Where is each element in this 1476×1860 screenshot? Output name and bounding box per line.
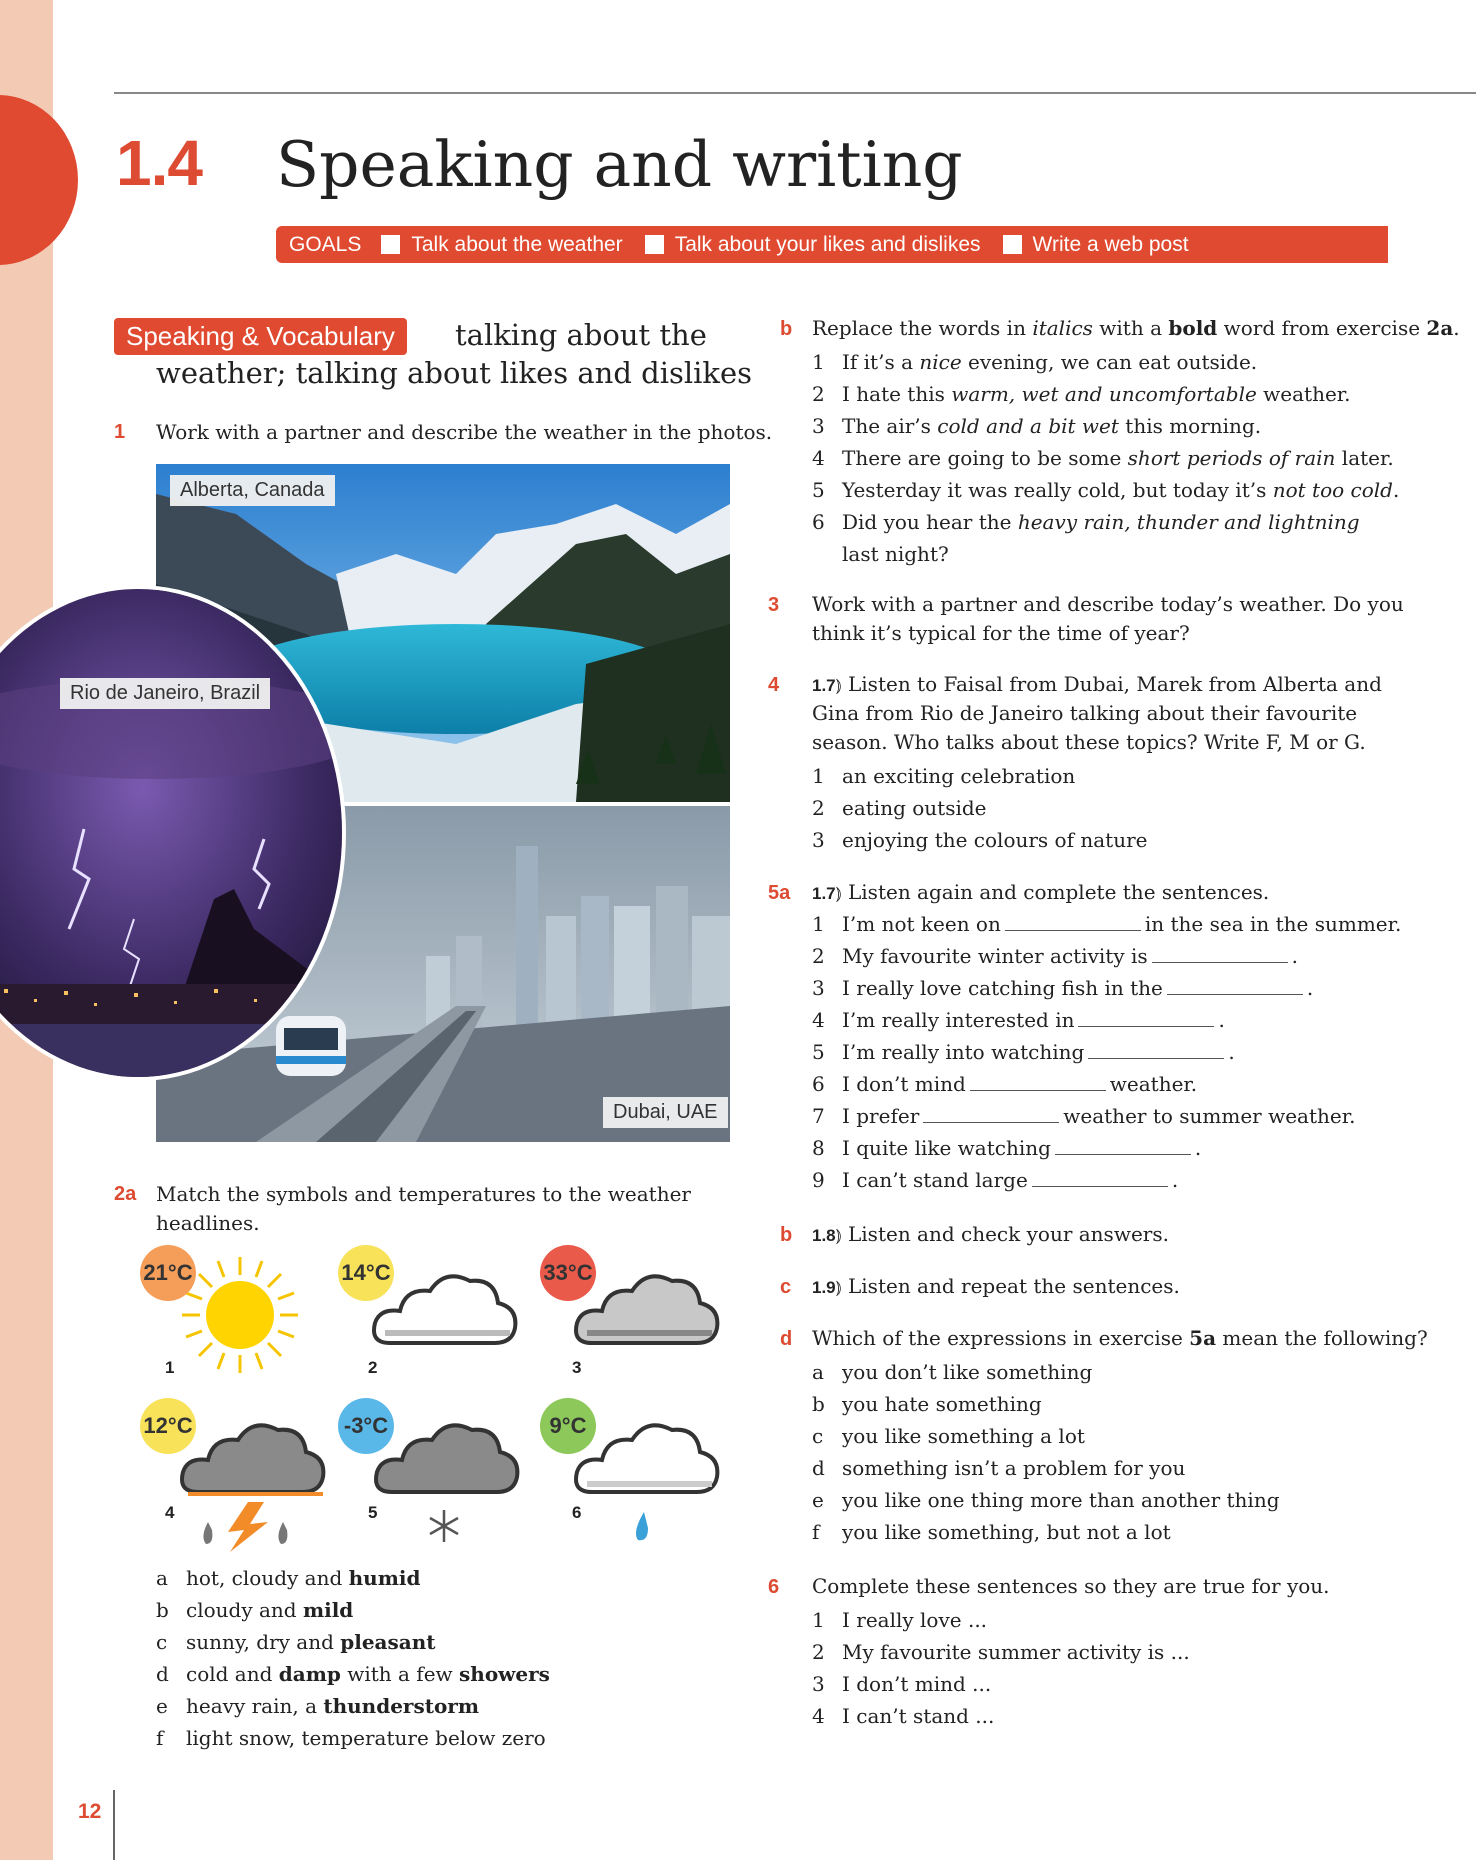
exercise-6-list xyxy=(812,1608,1190,1736)
list-item: f you like something, but not a lot xyxy=(812,1520,1171,1544)
thunderstorm-icon xyxy=(178,1412,328,1552)
audio-icon: ⦆ xyxy=(835,1225,842,1246)
weather-symbol-5[interactable] xyxy=(338,1398,528,1553)
audio-track: 1.7 xyxy=(812,676,836,695)
exercise-number: c xyxy=(780,1276,792,1298)
answer-blank[interactable] xyxy=(1152,945,1288,963)
list-item: 4 I can’t stand ... xyxy=(812,1704,995,1728)
exercise-3-line1: Work with a partner and describe today’s weather. Do you xyxy=(812,592,1404,616)
goal-item[interactable]: Talk about your likes and dislikes xyxy=(645,233,981,257)
temperature-badge: 12°C xyxy=(140,1398,196,1454)
list-item: c sunny, dry and pleasant xyxy=(156,1630,436,1654)
list-item: b cloudy and mild xyxy=(156,1598,354,1622)
list-item: 9 I can’t stand large . xyxy=(812,1168,1179,1192)
exercise-5d-instruction: Which of the expressions in exercise 5a mean the following? xyxy=(812,1326,1428,1350)
photo-caption: Alberta, Canada xyxy=(170,475,335,506)
list-item: 1 If it’s a nice evening, we can eat outside. xyxy=(812,350,1258,374)
headlines-list xyxy=(156,1566,550,1758)
exercise-4-line1: 1.7⦆ Listen to Faisal from Dubai, Marek from Alberta and xyxy=(812,672,1382,696)
temperature-badge: 14°C xyxy=(338,1245,394,1301)
weather-symbol-4[interactable] xyxy=(140,1398,330,1553)
list-item: 6 I don’t mind weather. xyxy=(812,1072,1198,1096)
weather-symbol-3[interactable] xyxy=(540,1245,730,1380)
audio-icon: ⦆ xyxy=(835,675,842,696)
section-title-line1: talking about the xyxy=(455,318,707,352)
audio-track: 1.7 xyxy=(812,884,836,903)
list-item: c you like something a lot xyxy=(812,1424,1085,1448)
exercise-2b-list xyxy=(812,350,1399,574)
list-item: 7 I prefer weather to summer weather. xyxy=(812,1104,1356,1128)
audio-track: 1.9 xyxy=(812,1278,836,1297)
answer-blank[interactable] xyxy=(1055,1137,1191,1155)
exercise-2a-line1: Match the symbols and temperatures to the weather xyxy=(156,1182,691,1206)
list-item: d cold and damp with a few showers xyxy=(156,1662,550,1686)
page-number: 12 xyxy=(78,1800,102,1823)
answer-blank[interactable] xyxy=(923,1105,1059,1123)
symbol-number: 3 xyxy=(572,1358,582,1377)
exercise-number: 3 xyxy=(768,594,780,616)
list-item: 2 My favourite summer activity is ... xyxy=(812,1640,1190,1664)
exercise-number: 5a xyxy=(768,882,791,904)
list-item: 3 I don’t mind ... xyxy=(812,1672,992,1696)
exercise-5a-list xyxy=(812,912,1401,1200)
weather-symbol-6[interactable] xyxy=(540,1398,730,1553)
exercise-4-line2: Gina from Rio de Janeiro talking about their favourite xyxy=(812,701,1358,725)
exercise-5a-instruction: 1.7⦆ Listen again and complete the sentences. xyxy=(812,880,1270,904)
list-item: d something isn’t a problem for you xyxy=(812,1456,1186,1480)
audio-track: 1.8 xyxy=(812,1226,836,1245)
audio-icon: ⦆ xyxy=(835,1277,842,1298)
list-item: 2 My favourite winter activity is . xyxy=(812,944,1299,968)
list-item: e heavy rain, a thunderstorm xyxy=(156,1694,480,1718)
exercise-3-line2: think it’s typical for the time of year? xyxy=(812,621,1190,645)
exercise-number: 1 xyxy=(114,421,126,443)
photo-caption: Rio de Janeiro, Brazil xyxy=(60,678,270,709)
section-tag: Speaking & Vocabulary xyxy=(114,318,407,355)
list-item: 4 I’m really interested in . xyxy=(812,1008,1225,1032)
exercise-6-instruction: Complete these sentences so they are true for you. xyxy=(812,1574,1330,1598)
temperature-badge: 21°C xyxy=(140,1245,196,1301)
list-item: 6 Did you hear the heavy rain, thunder and lightning xyxy=(812,510,1360,534)
unit-number: 1.4 xyxy=(116,127,202,199)
checkbox-icon[interactable] xyxy=(1003,235,1022,254)
list-item: 3 enjoying the colours of nature xyxy=(812,828,1148,852)
list-item: a hot, cloudy and humid xyxy=(156,1566,421,1590)
goals-label: GOALS xyxy=(289,232,362,256)
list-item: f light snow, temperature below zero xyxy=(156,1726,546,1750)
list-item: 1 I really love ... xyxy=(812,1608,988,1632)
top-rule xyxy=(114,92,1476,94)
exercise-4-list xyxy=(812,764,1147,860)
page-title: Speaking and writing xyxy=(276,128,963,201)
exercise-number: 2a xyxy=(114,1183,137,1205)
list-item: 2 eating outside xyxy=(812,796,987,820)
answer-blank[interactable] xyxy=(1088,1041,1224,1059)
list-item: last night? xyxy=(842,542,949,566)
answer-blank[interactable] xyxy=(970,1073,1106,1091)
list-item: 1 I’m not keen on in the sea in the summer. xyxy=(812,912,1402,936)
exercise-number: b xyxy=(780,318,793,340)
list-item: 4 There are going to be some short periods of rain later. xyxy=(812,446,1394,470)
list-item: 3 The air’s cold and a bit wet this morning. xyxy=(812,414,1262,438)
exercise-number: d xyxy=(780,1328,793,1350)
symbol-number: 2 xyxy=(368,1358,378,1377)
exercise-5d-list xyxy=(812,1360,1280,1552)
exercise-1-text: Work with a partner and describe the weather in the photos. xyxy=(156,420,773,444)
exercise-2a-line2: headlines. xyxy=(156,1211,260,1235)
answer-blank[interactable] xyxy=(1167,977,1303,995)
temperature-badge: 9°C xyxy=(540,1398,596,1454)
symbol-number: 4 xyxy=(165,1503,175,1522)
exercise-4-line3: season. Who talks about these topics? Write F, M or G. xyxy=(812,730,1366,754)
exercise-number: 6 xyxy=(768,1576,780,1598)
exercise-5b-instruction: 1.8⦆ Listen and check your answers. xyxy=(812,1222,1169,1246)
audio-icon: ⦆ xyxy=(835,883,842,904)
symbol-number: 6 xyxy=(572,1503,582,1522)
answer-blank[interactable] xyxy=(1005,913,1141,931)
exercise-5c-instruction: 1.9⦆ Listen and repeat the sentences. xyxy=(812,1274,1180,1298)
list-item: 8 I quite like watching . xyxy=(812,1136,1202,1160)
goal-item[interactable]: Write a web post xyxy=(1003,233,1189,257)
list-item: 5 Yesterday it was really cold, but today it’s not too cold. xyxy=(812,478,1400,502)
snow-icon xyxy=(372,1412,522,1552)
temperature-badge: -3°C xyxy=(338,1398,394,1454)
temperature-badge: 33°C xyxy=(540,1245,596,1301)
exercise-number: 4 xyxy=(768,674,780,696)
decorative-circle xyxy=(0,95,78,265)
photo-caption: Dubai, UAE xyxy=(603,1097,728,1128)
checkbox-icon[interactable] xyxy=(381,235,400,254)
section-title-line2: weather; talking about likes and dislikes xyxy=(156,356,753,390)
exercise-2b-instruction: Replace the words in italics with a bold word from exercise 2a. xyxy=(812,316,1460,340)
goals-bar xyxy=(276,226,1388,263)
list-item: 3 I really love catching fish in the . xyxy=(812,976,1314,1000)
list-item: b you hate something xyxy=(812,1392,1042,1416)
list-item: e you like one thing more than another thing xyxy=(812,1488,1280,1512)
exercise-number: b xyxy=(780,1224,793,1246)
checkbox-icon[interactable] xyxy=(645,235,664,254)
list-item: 1 an exciting celebration xyxy=(812,764,1076,788)
weather-symbol-2[interactable] xyxy=(338,1245,528,1380)
list-item: 2 I hate this warm, wet and uncomfortable weather. xyxy=(812,382,1351,406)
sun-icon xyxy=(180,1255,300,1375)
symbol-number: 5 xyxy=(368,1503,378,1522)
weather-symbol-1[interactable] xyxy=(140,1245,330,1380)
goal-item[interactable]: Talk about the weather xyxy=(381,233,622,257)
answer-blank[interactable] xyxy=(1032,1169,1168,1187)
list-item: a you don’t like something xyxy=(812,1360,1093,1384)
symbol-number: 1 xyxy=(165,1358,175,1377)
list-item: 5 I’m really into watching . xyxy=(812,1040,1235,1064)
footer-rule xyxy=(113,1790,115,1860)
answer-blank[interactable] xyxy=(1078,1009,1214,1027)
